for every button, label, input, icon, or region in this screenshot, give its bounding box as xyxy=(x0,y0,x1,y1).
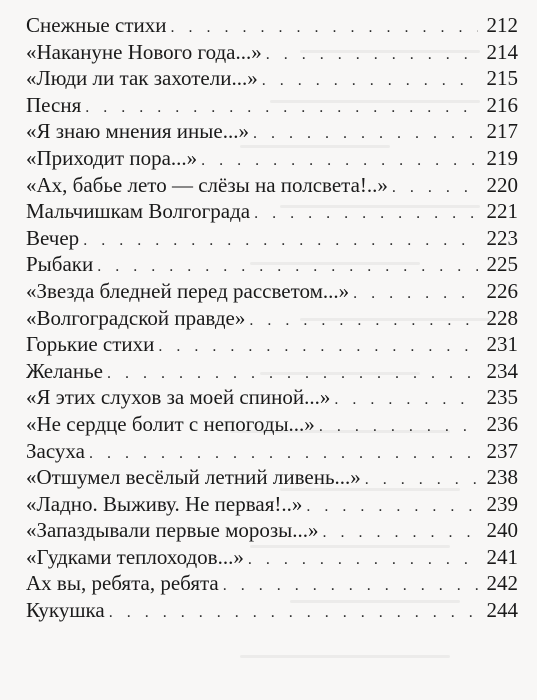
toc-entry xyxy=(26,278,518,305)
dot-leader xyxy=(353,281,478,308)
dot-leader xyxy=(83,228,478,255)
entry-page-number: 216 xyxy=(486,92,518,117)
entry-page-number: 225 xyxy=(486,252,518,277)
entry-title: «Не сердце болит с непогоды...» xyxy=(26,411,315,436)
toc-entry xyxy=(26,438,518,465)
dot-leader xyxy=(97,254,478,281)
dot-leader xyxy=(334,387,478,414)
dot-leader xyxy=(253,121,478,148)
dot-leader xyxy=(319,414,478,441)
entry-title: «Волгоградской правде» xyxy=(26,305,246,330)
entry-title: «Звезда бледней перед рассветом...» xyxy=(26,278,350,303)
toc-entry xyxy=(26,570,518,597)
toc-entry xyxy=(26,65,518,92)
dot-leader xyxy=(254,201,478,228)
dot-leader xyxy=(107,361,478,388)
entry-page-number: 238 xyxy=(486,465,518,490)
entry-title: «Отшумел весёлый летний ливень...» xyxy=(26,465,361,490)
toc-entry xyxy=(26,464,518,491)
entry-title: «Ах, бабье лето — слёзы на полсвета!..» xyxy=(26,172,388,197)
entry-page-number: 223 xyxy=(486,225,518,250)
toc-entry xyxy=(26,331,518,358)
dot-leader xyxy=(266,42,478,69)
dot-leader xyxy=(249,308,478,335)
entry-page-number: 212 xyxy=(486,13,518,37)
toc-entry xyxy=(26,198,518,225)
entry-title: «Ладно. Выживу. Не первая!..» xyxy=(26,491,303,516)
entry-page-number: 226 xyxy=(486,278,518,303)
dot-leader xyxy=(109,600,478,627)
dot-leader xyxy=(223,573,478,600)
toc-entry xyxy=(26,358,518,385)
toc-entry xyxy=(26,39,518,66)
entry-page-number: 217 xyxy=(486,119,518,144)
toc-entry xyxy=(26,145,518,172)
dot-leader xyxy=(89,441,478,468)
entry-title: Рыбаки xyxy=(26,252,94,277)
entry-page-number: 234 xyxy=(486,358,518,383)
entry-page-number: 236 xyxy=(486,411,518,436)
dot-leader xyxy=(170,15,478,42)
entry-title: Мальчишкам Волгограда xyxy=(26,199,251,224)
entry-page-number: 244 xyxy=(486,598,518,623)
dot-leader xyxy=(85,95,478,122)
toc-entry xyxy=(26,411,518,438)
entry-title: Засуха xyxy=(26,438,85,463)
entry-title: «Я этих слухов за моей спиной...» xyxy=(26,385,331,410)
entry-title: Ах вы, ребята, ребята xyxy=(26,571,219,596)
entry-title: Кукушка xyxy=(26,598,105,623)
toc-entry xyxy=(26,597,518,624)
toc-entry xyxy=(26,251,518,278)
toc-entry xyxy=(26,517,518,544)
table-of-contents xyxy=(26,12,518,624)
entry-title: «Люди ли так захотели...» xyxy=(26,66,258,91)
toc-entry xyxy=(26,118,518,145)
entry-title: «Приходит пора...» xyxy=(26,145,198,170)
toc-entry xyxy=(26,172,518,199)
dot-leader xyxy=(158,334,478,361)
toc-entry xyxy=(26,92,518,119)
dot-leader xyxy=(306,494,478,521)
entry-title: Песня xyxy=(26,92,82,117)
toc-entry xyxy=(26,384,518,411)
entry-title: «Накануне Нового года...» xyxy=(26,39,262,64)
entry-page-number: 240 xyxy=(486,518,518,543)
entry-page-number: 215 xyxy=(486,66,518,91)
dot-leader xyxy=(392,175,478,202)
dot-leader xyxy=(262,68,478,95)
toc-entry xyxy=(26,544,518,571)
entry-title: Желанье xyxy=(26,358,104,383)
entry-page-number: 221 xyxy=(486,199,518,224)
dot-leader xyxy=(365,467,478,494)
entry-page-number: 219 xyxy=(486,145,518,170)
entry-title: «Гудками теплоходов...» xyxy=(26,544,244,569)
dot-leader xyxy=(323,520,478,547)
toc-entry xyxy=(26,305,518,332)
dot-leader xyxy=(248,547,478,574)
entry-page-number: 242 xyxy=(486,571,518,596)
entry-title: Горькие стихи xyxy=(26,332,155,357)
entry-title: Вечер xyxy=(26,225,80,250)
entry-page-number: 235 xyxy=(486,385,518,410)
entry-page-number: 220 xyxy=(486,172,518,197)
entry-page-number: 214 xyxy=(486,39,518,64)
toc-entry xyxy=(26,491,518,518)
entry-title: «Я знаю мнения иные...» xyxy=(26,119,249,144)
entry-page-number: 228 xyxy=(486,305,518,330)
entry-page-number: 237 xyxy=(486,438,518,463)
toc-entry xyxy=(26,225,518,252)
toc-entry xyxy=(26,12,518,39)
entry-title: Снежные стихи xyxy=(26,13,167,37)
entry-page-number: 231 xyxy=(486,332,518,357)
entry-title: «Запаздывали первые морозы...» xyxy=(26,518,319,543)
entry-page-number: 239 xyxy=(486,491,518,516)
dot-leader xyxy=(201,148,478,175)
entry-page-number: 241 xyxy=(486,544,518,569)
